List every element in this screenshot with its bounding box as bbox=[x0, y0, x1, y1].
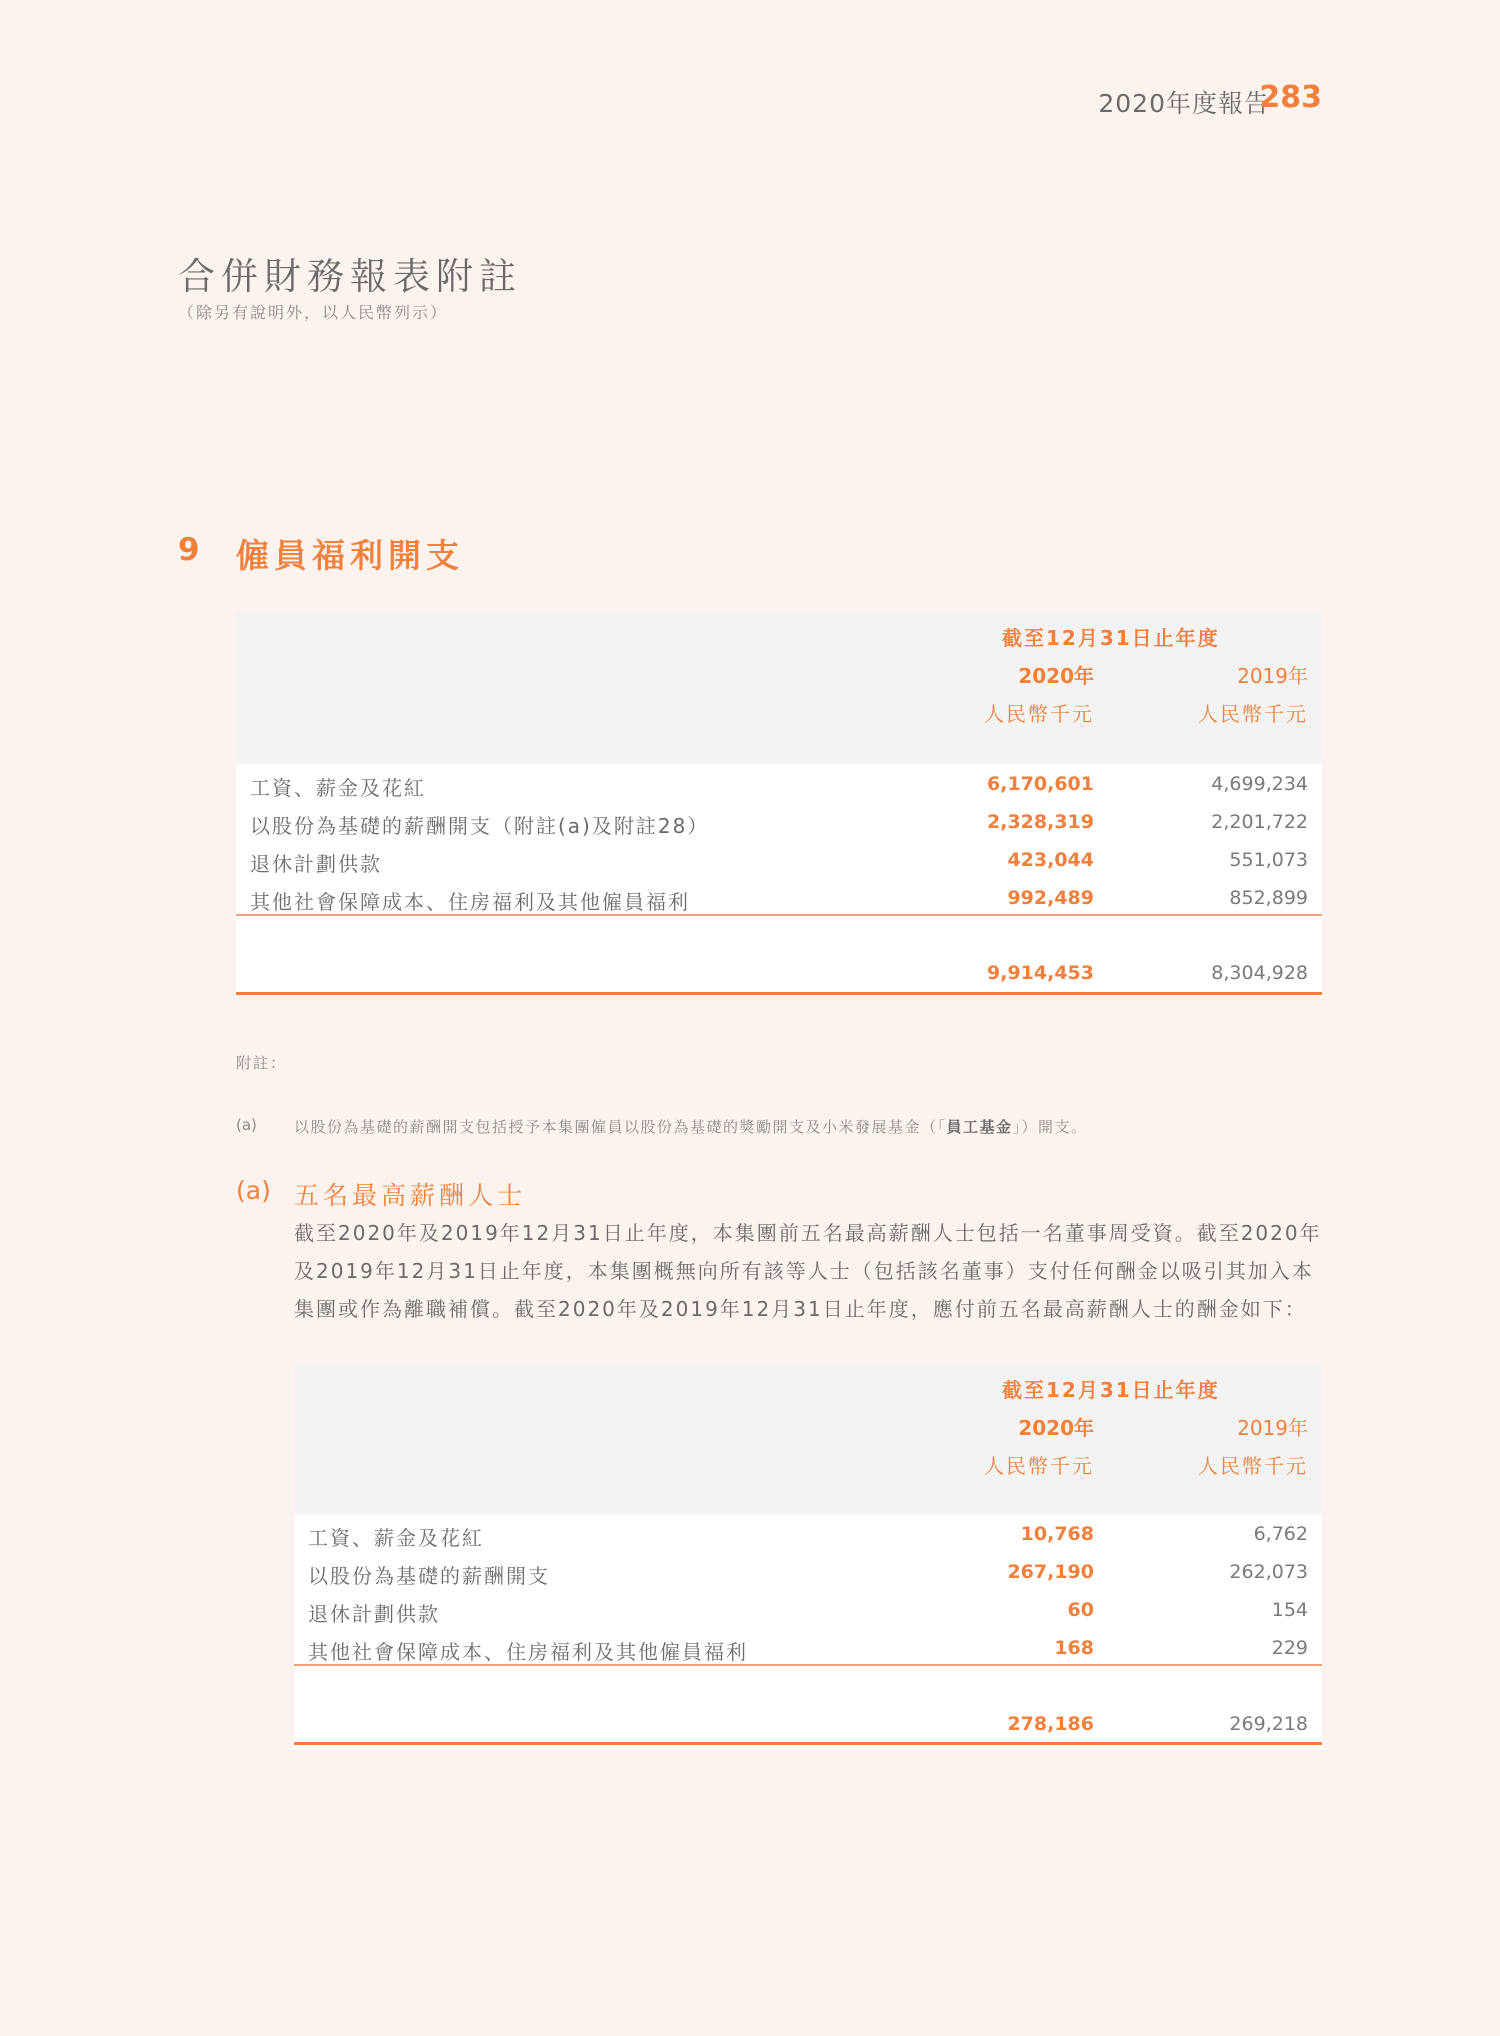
table-row-value-2020: 10,768 bbox=[1020, 1523, 1094, 1545]
unit-2020-header: 人民幣千元 bbox=[984, 1454, 1094, 1478]
year-2020-header: 2020年 bbox=[1018, 664, 1094, 688]
period-header: 截至12月31日止年度 bbox=[1002, 1378, 1220, 1402]
table-row-value-2020: 423,044 bbox=[1007, 849, 1094, 871]
subtotal-divider bbox=[294, 1664, 1322, 1666]
year-2019-header: 2019年 bbox=[1237, 664, 1308, 688]
table-row-value-2020: 2,328,319 bbox=[987, 811, 1094, 833]
subsection-marker: (a) bbox=[236, 1176, 271, 1205]
unit-2019-header: 人民幣千元 bbox=[1198, 702, 1308, 726]
note-a-text-before: 以股份為基礎的薪酬開支包括授予本集團僱員以股份為基礎的獎勵開支及小米發展基金（「 bbox=[294, 1118, 947, 1136]
section-title: 僱員福利開支 bbox=[236, 536, 464, 575]
table-row-label: 以股份為基礎的薪酬開支 bbox=[308, 1564, 550, 1588]
unit-2019-header: 人民幣千元 bbox=[1198, 1454, 1308, 1478]
table-row-value-2019: 4,699,234 bbox=[1211, 773, 1308, 795]
table-row-value-2019: 262,073 bbox=[1229, 1561, 1308, 1583]
note-a-text bbox=[294, 1116, 1088, 1137]
total-divider bbox=[236, 992, 1322, 995]
subsection-title: 五名最高薪酬人士 bbox=[294, 1181, 527, 1210]
subsection-paragraph: 截至2020年及2019年12月31日止年度，本集團前五名最高薪酬人士包括一名董事周受資。截至2020年及2019年12月31日止年度，本集團概無向所有該等人士（包括該名董事）支付任何酬金以吸引其加入本集團或作為離職補償。截至2020年及2019年12月31日止年度，應付前五名最高薪酬人士的酬金如下： bbox=[294, 1221, 1322, 1321]
table-row-value-2020: 60 bbox=[1067, 1599, 1094, 1621]
page-number: 283 bbox=[1259, 80, 1322, 115]
total-value-2020: 9,914,453 bbox=[987, 962, 1094, 984]
note-a-text-bold: 員工基金 bbox=[946, 1118, 1013, 1136]
year-2020-header: 2020年 bbox=[1018, 1416, 1094, 1440]
table-row-value-2019: 6,762 bbox=[1253, 1523, 1308, 1545]
subtotal-divider bbox=[236, 914, 1322, 916]
total-value-2019: 8,304,928 bbox=[1211, 962, 1308, 984]
unit-2020-header: 人民幣千元 bbox=[984, 702, 1094, 726]
table-row-label: 其他社會保障成本、住房福利及其他僱員福利 bbox=[308, 1640, 748, 1664]
note-a-marker: (a) bbox=[236, 1116, 257, 1134]
table-row-value-2019: 551,073 bbox=[1229, 849, 1308, 871]
period-header: 截至12月31日止年度 bbox=[1002, 626, 1220, 650]
section-number: 9 bbox=[178, 532, 200, 568]
table-row-value-2019: 154 bbox=[1271, 1599, 1308, 1621]
table-row-value-2020: 6,170,601 bbox=[987, 773, 1094, 795]
table-row-label: 工資、薪金及花紅 bbox=[308, 1526, 484, 1550]
table-row-value-2020: 168 bbox=[1054, 1637, 1094, 1659]
total-value-2019: 269,218 bbox=[1229, 1713, 1308, 1735]
year-2019-header: 2019年 bbox=[1237, 1416, 1308, 1440]
table-row-value-2020: 267,190 bbox=[1007, 1561, 1094, 1583]
page-subtitle: （除另有說明外，以人民幣列示） bbox=[178, 303, 449, 322]
top-five-remuneration-table bbox=[294, 1364, 1322, 1750]
page-title: 合併財務報表附註 bbox=[178, 255, 522, 298]
total-value-2020: 278,186 bbox=[1007, 1713, 1094, 1735]
table-row-label: 退休計劃供款 bbox=[250, 852, 382, 876]
total-divider bbox=[294, 1742, 1322, 1745]
table-row-value-2019: 2,201,722 bbox=[1211, 811, 1308, 833]
table-row-label: 工資、薪金及花紅 bbox=[250, 776, 426, 800]
table-row-label: 以股份為基礎的薪酬開支（附註(a)及附註28） bbox=[250, 814, 710, 838]
employee-benefit-table bbox=[236, 612, 1322, 998]
note-a-text-after: 」）開支。 bbox=[1012, 1118, 1088, 1136]
table-row-value-2020: 992,489 bbox=[1007, 887, 1094, 909]
notes-label: 附註： bbox=[236, 1054, 288, 1072]
report-label: 2020年度報告 bbox=[1098, 89, 1270, 118]
table-row-value-2019: 229 bbox=[1271, 1637, 1308, 1659]
table-row-label: 其他社會保障成本、住房福利及其他僱員福利 bbox=[250, 890, 690, 914]
table-row-value-2019: 852,899 bbox=[1229, 887, 1308, 909]
table-row-label: 退休計劃供款 bbox=[308, 1602, 440, 1626]
